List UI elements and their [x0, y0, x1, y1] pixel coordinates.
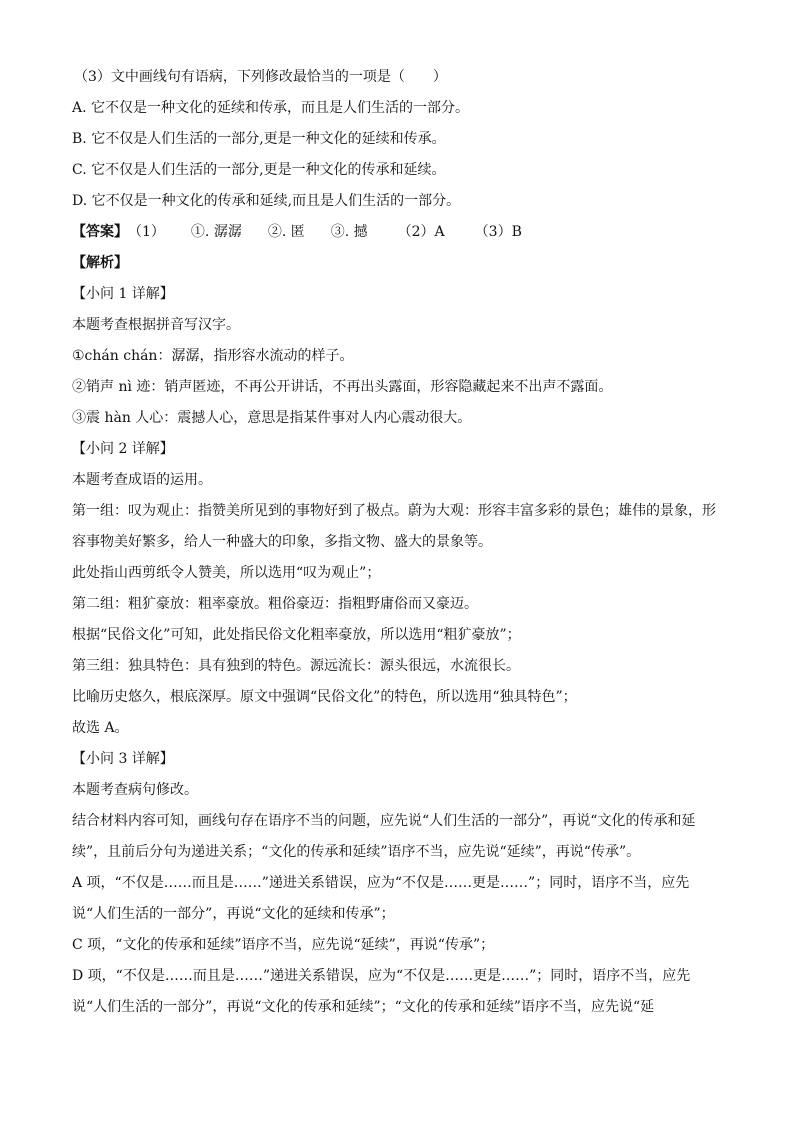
answer-item-2: ②. 匿 [267, 224, 305, 240]
question-3-option-a: A. 它不仅是一种文化的延续和传承，而且是人们生活的一部分。 [72, 100, 470, 116]
analysis-line: 【小问 3 详解】 [72, 751, 174, 767]
answer-item-1: ①. 潺潺 [190, 224, 242, 240]
answer-part2: （2）A [397, 224, 445, 240]
answer-part1-prefix: （1） [128, 224, 165, 240]
analysis-line: 容事物美好繁多，给人一种盛大的印象，多指文物、盛大的景象等。 [72, 534, 492, 550]
analysis-line: 第二组：粗犷豪放：粗率豪放。粗俗豪迈：指粗野庸俗而又豪迈。 [72, 596, 478, 612]
analysis-line: 根据“民俗文化”可知，此处指民俗文化粗率豪放，所以选用“粗犷豪放”； [72, 627, 521, 643]
analysis-line: ③震 hàn 人心：震撼人心，意思是指某件事对人内心震动很大。 [72, 410, 472, 426]
answer-line [72, 217, 722, 248]
analysis-line: 【小问 2 详解】 [72, 441, 174, 457]
analysis-line: 此处指山西剪纸令人赞美，所以选用“叹为观止”； [72, 565, 381, 581]
analysis-line: ②销声 nì 迹：销声匿迹，不再公开讲话，不再出头露面，形容隐藏起来不出声不露面。 [72, 379, 613, 395]
analysis-line: 结合材料内容可知，画线句存在语序不当的问题，应先说“人们生活的一部分”，再说“文化的传承和延 [72, 813, 696, 829]
analysis-label: 【解析】 [72, 255, 128, 271]
analysis-line: 【小问 1 详解】 [72, 286, 174, 302]
analysis-line: A 项，“不仅是……而且是……”递进关系错误，应为“不仅是……更是……”；同时，语序不当，应先 [72, 875, 690, 891]
answer-item-3: ③. 撼 [330, 224, 368, 240]
analysis-line: 本题考查成语的运用。 [72, 472, 212, 488]
question-3-option-c: C. 它不仅是人们生活的一部分,更是一种文化的传承和延续。 [72, 162, 446, 178]
analysis-line: 故选 A。 [72, 720, 129, 736]
question-3-stem: （3）文中画线句有语病，下列修改最恰当的一项是（ ） [74, 69, 447, 85]
answer-label: 【答案】 [72, 224, 128, 240]
analysis-line: 续”，且前后分句为递进关系；“文化的传承和延续”语序不当，应先说“延续”，再说“传承”。 [72, 844, 641, 860]
question-3-option-b: B. 它不仅是人们生活的一部分,更是一种文化的延续和传承。 [72, 131, 446, 147]
analysis-line: 第三组：独具特色：具有独到的特色。源远流长：源头很远，水流很长。 [72, 658, 520, 674]
analysis-line: 说“人们生活的一部分”，再说“文化的延续和传承”； [72, 906, 395, 922]
analysis-line: 说“人们生活的一部分”，再说“文化的传承和延续”；“文化的传承和延续”语序不当，应先说“延 [72, 999, 655, 1015]
analysis-line: C 项，“文化的传承和延续”语序不当，应先说“延续”，再说“传承”； [72, 937, 495, 953]
analysis-line: 本题考查病句修改。 [72, 782, 198, 798]
answer-part3: （3）B [474, 224, 522, 240]
question-3-option-d: D. 它不仅是一种文化的传承和延续,而且是人们生活的一部分。 [72, 193, 461, 209]
analysis-line: D 项，“不仅是……而且是……”递进关系错误，应为“不仅是……更是……”；同时，语序不当，应先 [72, 968, 691, 984]
analysis-line: 比喻历史悠久，根底深厚。原文中强调“民俗文化”的特色，所以选用“独具特色”； [72, 689, 577, 705]
document-page [72, 62, 722, 1023]
analysis-line: 本题考查根据拼音写汉字。 [72, 317, 240, 333]
analysis-line: 第一组：叹为观止：指赞美所见到的事物好到了极点。蔚为大观：形容丰富多彩的景色；雄伟的景象，形 [72, 503, 716, 519]
analysis-line: ①chán chán：潺潺，指形容水流动的样子。 [72, 348, 354, 364]
